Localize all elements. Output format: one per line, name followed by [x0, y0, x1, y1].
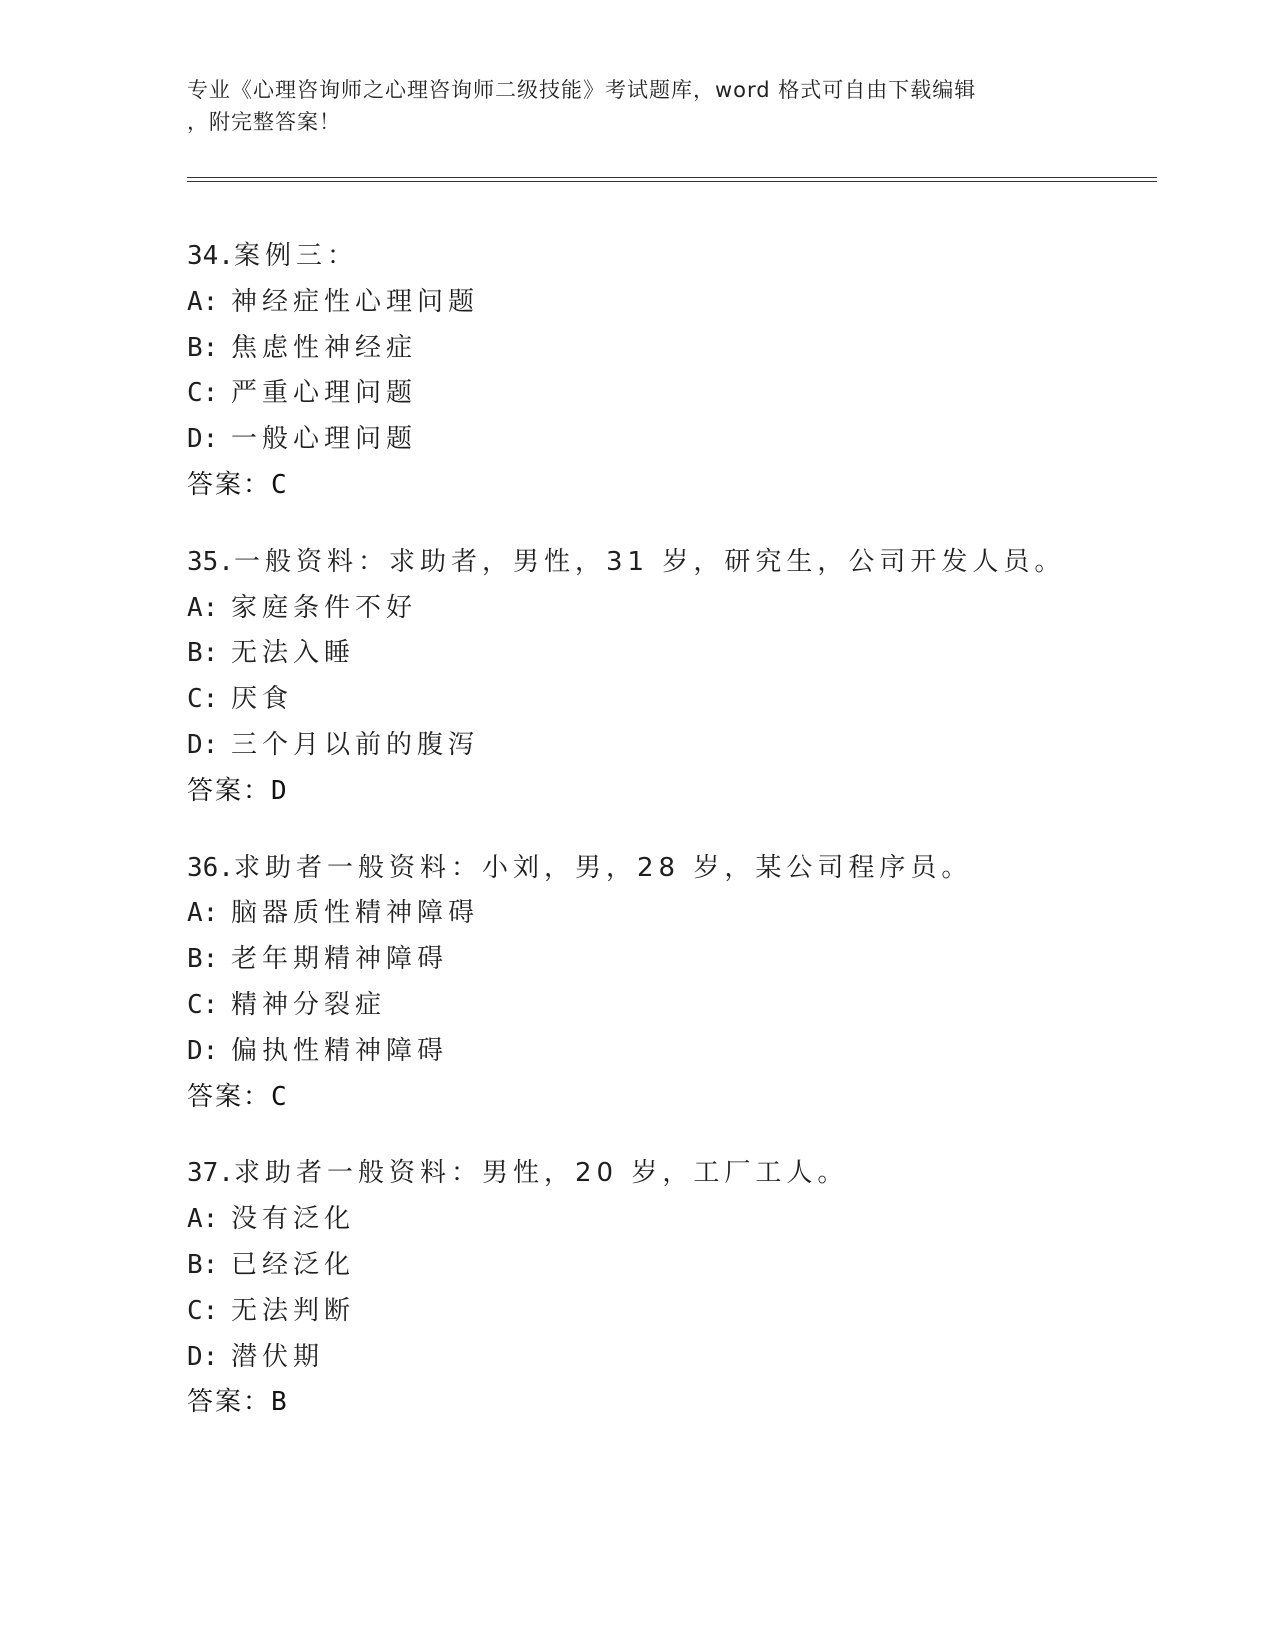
option-b	[187, 631, 1187, 677]
question-text: 求助者一般资料：小刘，男，28 岁，某公司程序员。	[233, 852, 973, 883]
option-letter: C:	[187, 989, 219, 1020]
answer-line	[187, 1380, 1187, 1426]
option-letter: B:	[187, 1249, 219, 1280]
answer-line	[187, 463, 1187, 509]
answer-line	[187, 769, 1187, 815]
option-letter: C:	[187, 1295, 219, 1326]
option-letter: A:	[187, 898, 219, 929]
answer-value: C	[271, 1081, 289, 1112]
header-line-2: ，附完整答案！	[187, 110, 341, 134]
option-letter: C:	[187, 684, 219, 715]
option-c	[187, 983, 1187, 1029]
option-letter: D:	[187, 424, 219, 455]
answer-label: 答案：	[187, 1081, 272, 1112]
option-a	[187, 891, 1187, 937]
option-a	[187, 280, 1187, 326]
option-text: 偏执性精神障碍	[231, 1035, 449, 1066]
option-letter: A:	[187, 592, 219, 623]
option-a	[187, 1197, 1187, 1243]
answer-value: D	[271, 775, 289, 806]
option-text: 老年期精神障碍	[231, 944, 449, 975]
option-text: 没有泛化	[231, 1204, 356, 1235]
question-stem	[187, 846, 1187, 892]
question-text: 求助者一般资料：男性，20 岁，工厂工人。	[233, 1158, 849, 1189]
option-text: 无法入睡	[231, 638, 356, 669]
option-text: 一般心理问题	[231, 424, 418, 455]
option-letter: B:	[187, 332, 219, 363]
option-letter: A:	[187, 286, 219, 317]
option-text: 焦虑性神经症	[231, 332, 418, 363]
option-d	[187, 723, 1187, 769]
question-35	[187, 540, 1187, 815]
question-text: 案例三：	[233, 241, 358, 271]
question-stem	[187, 1151, 1187, 1197]
option-text: 精神分裂症	[231, 989, 387, 1020]
header-double-rule	[187, 177, 1157, 182]
option-d	[187, 1335, 1187, 1381]
option-c	[187, 371, 1187, 417]
answer-value: B	[271, 1387, 289, 1418]
question-text: 一般资料：求助者，男性，31 岁，研究生，公司开发人员。	[233, 546, 1066, 577]
option-text: 脑器质性精神障碍	[231, 898, 480, 929]
option-letter: B:	[187, 944, 219, 975]
question-number: 34.	[187, 241, 234, 271]
option-letter: D:	[187, 1341, 219, 1372]
option-text: 厌食	[231, 684, 294, 715]
option-letter: B:	[187, 638, 219, 669]
question-number: 35.	[187, 546, 234, 577]
question-number: 36.	[187, 852, 234, 883]
answer-label: 答案：	[187, 469, 272, 500]
option-letter: D:	[187, 729, 219, 760]
question-37	[187, 1151, 1187, 1426]
answer-label: 答案：	[187, 1387, 272, 1418]
option-letter: D:	[187, 1035, 219, 1066]
option-c	[187, 677, 1187, 723]
question-stem	[187, 234, 1187, 280]
option-b	[187, 326, 1187, 372]
question-list	[187, 234, 1187, 1457]
question-number: 37.	[187, 1158, 234, 1189]
question-36	[187, 846, 1187, 1121]
answer-line	[187, 1075, 1187, 1121]
option-d	[187, 417, 1187, 463]
option-text: 已经泛化	[231, 1249, 356, 1280]
option-text: 潜伏期	[231, 1341, 325, 1372]
question-34	[187, 234, 1187, 509]
option-d	[187, 1029, 1187, 1075]
header-line-1: 专业《心理咨询师之心理咨询师二级技能》考试题库，word 格式可自由下载编辑	[187, 78, 977, 102]
option-text: 严重心理问题	[231, 378, 418, 409]
option-text: 三个月以前的腹泻	[231, 729, 480, 760]
option-b	[187, 937, 1187, 983]
option-letter: C:	[187, 378, 219, 409]
option-text: 家庭条件不好	[231, 592, 418, 623]
question-stem	[187, 540, 1187, 586]
option-a	[187, 586, 1187, 632]
answer-label: 答案：	[187, 775, 272, 806]
answer-value: C	[271, 469, 289, 500]
option-text: 神经症性心理问题	[231, 286, 480, 317]
option-text: 无法判断	[231, 1295, 356, 1326]
option-letter: A:	[187, 1204, 219, 1235]
option-c	[187, 1289, 1187, 1335]
document-header	[187, 74, 1087, 138]
option-b	[187, 1243, 1187, 1289]
